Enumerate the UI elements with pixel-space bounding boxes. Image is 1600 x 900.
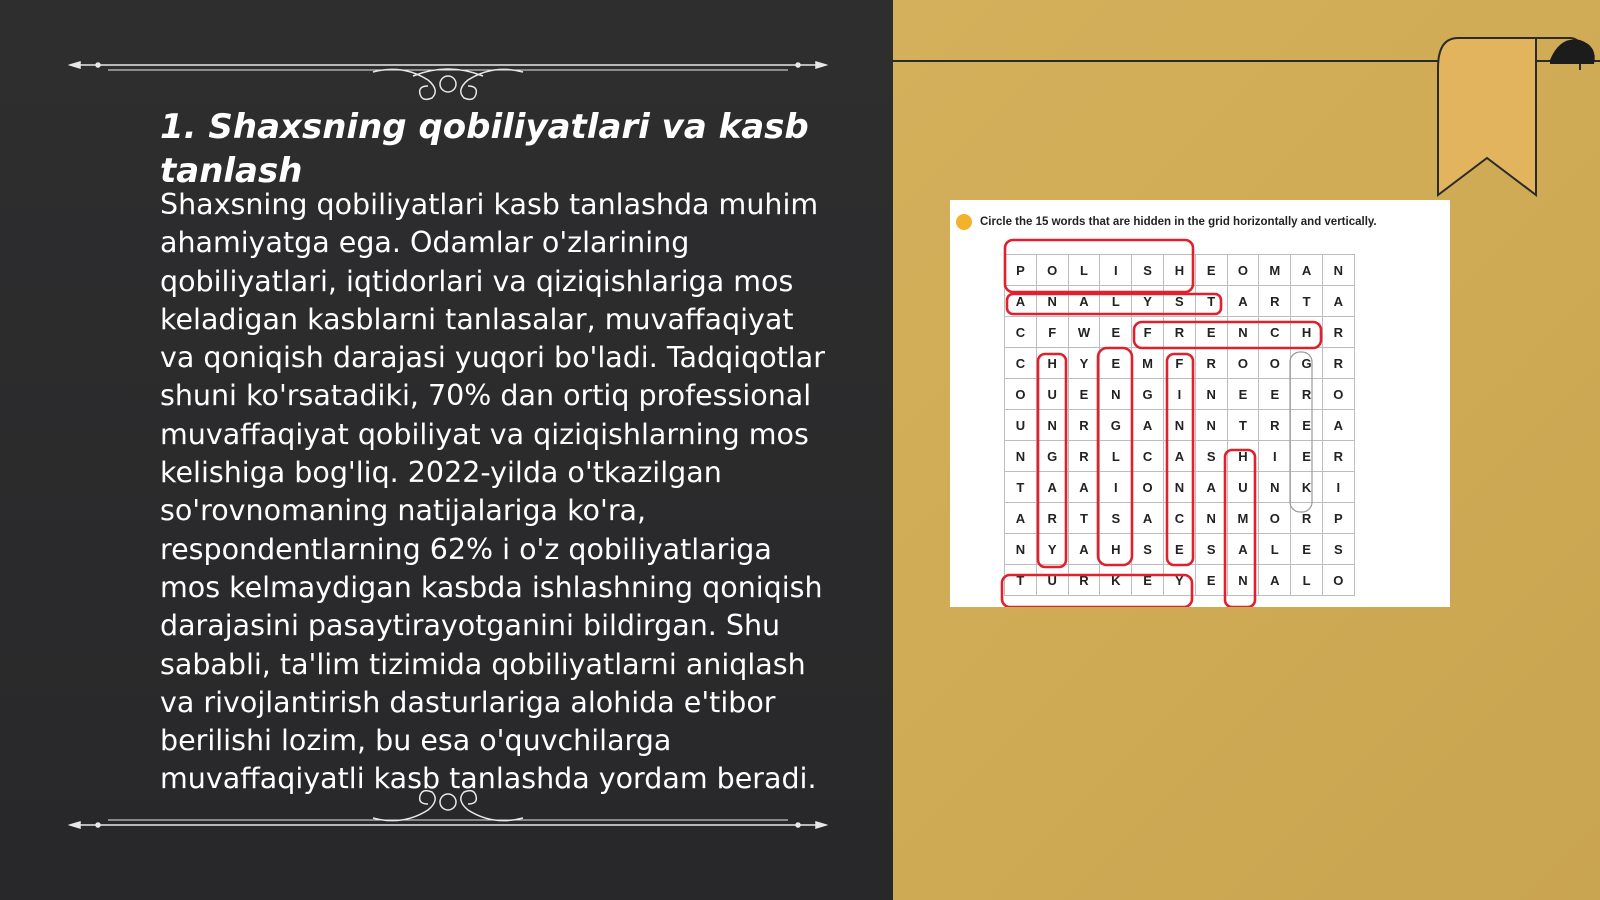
grid-cell: O [1132,472,1164,503]
grid-cell: A [1068,286,1100,317]
grid-cell: A [1227,534,1259,565]
grid-cell: M [1227,503,1259,534]
grid-cell: E [1195,565,1227,596]
grid-cell: R [1068,410,1100,441]
grid-cell: N [1005,441,1037,472]
grid-cell: E [1100,317,1132,348]
grid-cell: T [1291,286,1323,317]
grid-cell: O [1227,348,1259,379]
grid-cell: L [1100,441,1132,472]
grid-cell: R [1068,441,1100,472]
grid-row [1005,379,1355,410]
bookmark-icon [1430,30,1600,200]
grid-cell: T [1195,286,1227,317]
grid-cell: P [1005,255,1037,286]
grid-row [1005,503,1355,534]
grid-cell: N [1036,286,1068,317]
grid-cell: C [1259,317,1291,348]
grid-cell: W [1068,317,1100,348]
grid-row [1005,472,1355,503]
grid-row [1005,410,1355,441]
grid-cell: N [1195,379,1227,410]
grid-cell: E [1195,317,1227,348]
grid-cell: T [1227,410,1259,441]
grid-cell: C [1005,317,1037,348]
grid-cell: O [1322,565,1354,596]
grid-cell: R [1322,348,1354,379]
grid-cell: O [1036,255,1068,286]
grid-cell: N [1100,379,1132,410]
grid-cell: S [1132,255,1164,286]
grid-cell: M [1132,348,1164,379]
grid-cell: E [1291,410,1323,441]
grid-cell: A [1163,441,1195,472]
grid-cell: A [1195,472,1227,503]
grid-cell: U [1036,565,1068,596]
grid-row [1005,348,1355,379]
grid-cell: T [1068,503,1100,534]
grid-cell: F [1163,348,1195,379]
grid-cell: S [1195,534,1227,565]
grid-cell: E [1100,348,1132,379]
grid-row [1005,286,1355,317]
grid-cell: R [1322,317,1354,348]
grid-cell: R [1291,379,1323,410]
grid-cell: E [1163,534,1195,565]
grid-cell: N [1259,472,1291,503]
grid-cell: Y [1132,286,1164,317]
slide-title: 1. Shaxsning qobiliyatlari va kasb tanlash [160,107,809,191]
grid-cell: N [1036,410,1068,441]
instruction-bullet-icon [956,214,972,230]
grid-cell: H [1100,534,1132,565]
grid-row [1005,565,1355,596]
grid-cell: E [1068,379,1100,410]
grid-cell: S [1132,534,1164,565]
grid-cell: H [1227,441,1259,472]
grid-cell: R [1163,317,1195,348]
grid-cell: N [1163,410,1195,441]
grid-cell: A [1322,410,1354,441]
grid-cell: A [1322,286,1354,317]
grid-cell: R [1036,503,1068,534]
grid-cell: O [1322,379,1354,410]
grid-cell: U [1036,379,1068,410]
grid-cell: R [1259,410,1291,441]
grid-cell: G [1100,410,1132,441]
grid-cell: K [1100,565,1132,596]
grid-cell: A [1132,410,1164,441]
grid-cell: A [1068,534,1100,565]
grid-cell: E [1132,565,1164,596]
word-search-image [950,200,1450,607]
grid-cell: A [1227,286,1259,317]
grid-cell: N [1227,317,1259,348]
grid-cell: R [1322,441,1354,472]
grid-cell: O [1259,503,1291,534]
grid-cell: S [1322,534,1354,565]
grid-cell: N [1005,534,1037,565]
grid-cell: T [1005,472,1037,503]
grid-cell: O [1005,379,1037,410]
grid-cell: S [1163,286,1195,317]
grid-cell: A [1036,472,1068,503]
grid-cell: A [1132,503,1164,534]
grid-cell: S [1100,503,1132,534]
grid-cell: G [1291,348,1323,379]
grid-cell: R [1195,348,1227,379]
grid-cell: L [1100,286,1132,317]
grid-cell: P [1322,503,1354,534]
grid-cell: E [1195,255,1227,286]
grid-cell: I [1322,472,1354,503]
grid-cell: H [1291,317,1323,348]
grid-cell: U [1005,410,1037,441]
puzzle-instruction: Circle the 15 words that are hidden in the grid horizontally and vertically. [980,216,1377,228]
grid-cell: O [1259,348,1291,379]
grid-cell: A [1005,286,1037,317]
grid-row [1005,441,1355,472]
grid-cell: E [1259,379,1291,410]
grid-cell: L [1068,255,1100,286]
grid-row [1005,317,1355,348]
grid-row [1005,534,1355,565]
grid-cell: E [1227,379,1259,410]
grid-cell: T [1005,565,1037,596]
grid-cell: Y [1163,565,1195,596]
grid-cell: N [1195,503,1227,534]
grid-cell: K [1291,472,1323,503]
grid-cell: S [1195,441,1227,472]
grid-cell: N [1227,565,1259,596]
grid-cell: H [1163,255,1195,286]
grid-cell: F [1132,317,1164,348]
grid-cell: E [1291,534,1323,565]
grid-cell: A [1005,503,1037,534]
grid-cell: R [1068,565,1100,596]
grid-cell: N [1322,255,1354,286]
grid-cell: G [1036,441,1068,472]
grid-cell: N [1195,410,1227,441]
grid-cell: I [1163,379,1195,410]
grid-cell: G [1132,379,1164,410]
grid-cell: N [1163,472,1195,503]
grid-cell: O [1227,255,1259,286]
grid-cell: L [1291,565,1323,596]
grid-cell: Y [1036,534,1068,565]
grid-cell: R [1291,503,1323,534]
grid-cell: C [1163,503,1195,534]
grid-cell: A [1068,472,1100,503]
grid-cell: U [1227,472,1259,503]
grid-cell: C [1005,348,1037,379]
letter-grid [1004,254,1355,596]
grid-cell: E [1291,441,1323,472]
grid-cell: I [1100,255,1132,286]
grid-cell: A [1259,565,1291,596]
grid-cell: Y [1068,348,1100,379]
grid-cell: I [1259,441,1291,472]
grid-cell: H [1036,348,1068,379]
top-ornament [68,52,828,102]
grid-row [1005,255,1355,286]
grid-cell: F [1036,317,1068,348]
grid-cell: L [1259,534,1291,565]
grid-cell: R [1259,286,1291,317]
grid-cell: C [1132,441,1164,472]
grid-cell: A [1291,255,1323,286]
slide-body: Shaxsning qobiliyatlari kasb tanlashda muhim ahamiyatga ega. Odamlar o'zlarining qobiliyatlari, iqtidorlari va qiziqishlariga mos keladigan kasblarni tanlasalar, muvaffaqiyat va qoniqish darajasi yuqori bo'ladi. Tadqiqotlar shuni ko'rsatadiki, 70% dan ortiq professional muvaffaqiyat qobiliyat va qiziqishlarning mos kelishiga bog'liq. 2022-yilda o'tkazilgan so'rovnomaning natijalariga ko'ra, respondentlarning 62% i o'z qobiliyatlariga mos kelmaydigan kasbda ishlashning qoniqish darajasini pasaytirayotganini bildirgan. Shu sababli, ta'lim tizimida qobiliyatlarni aniqlash va rivojlantirish dasturlariga alohida e'tibor berilishi lozim, bu esa o'quvchilarga muvaffaqiyatli kasb tanlashda yordam beradi. [160,188,825,796]
grid-cell: I [1100,472,1132,503]
grid-cell: M [1259,255,1291,286]
